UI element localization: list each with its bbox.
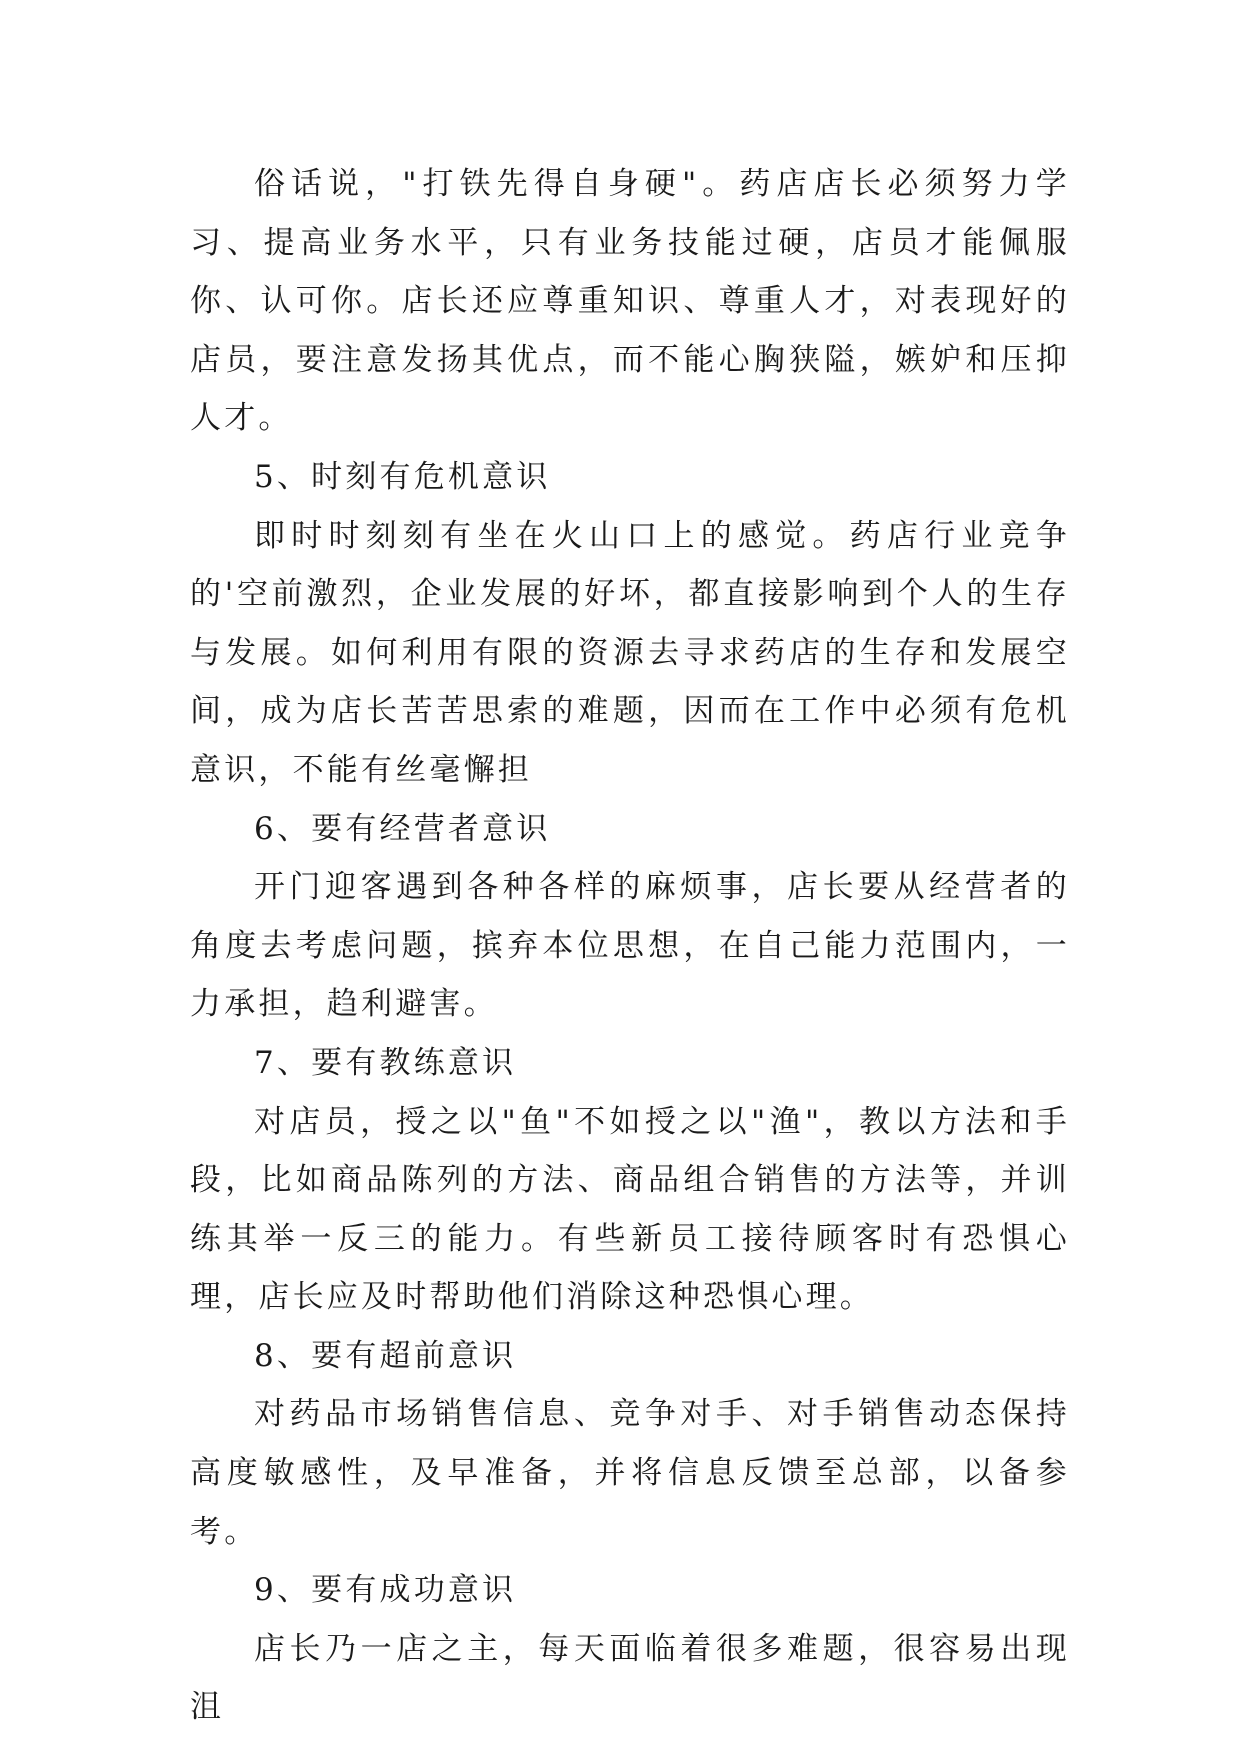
paragraph-success-awareness: 店长乃一店之主，每天面临着很多难题，很容易出现沮 [190, 1630, 1070, 1726]
document-body [190, 155, 1070, 1737]
paragraph-forward-awareness: 对药品市场销售信息、竞争对手、对手销售动态保持高度敏感性，及早准备，并将信息反馈至总部，以备参考。 [190, 1396, 1070, 1550]
section-heading-crisis-awareness: 5、时刻有危机意识 [254, 458, 551, 495]
paragraph-self-discipline: 俗话说，"打铁先得自身硬"。药店店长必须努力学习、提高业务水平，只有业务技能过硬，店员才能佩服你、认可你。店长还应尊重知识、尊重人才，对表现好的店员，要注意发扬其优点，而不能心胸狭隘，嫉妒和压抑人才。 [190, 166, 1070, 437]
section-heading-operator-awareness: 6、要有经营者意识 [254, 810, 551, 847]
paragraph-coach-awareness: 对店员，授之以"鱼"不如授之以"渔"，教以方法和手段，比如商品陈列的方法、商品组合销售的方法等，并训练其举一反三的能力。有些新员工接待顾客时有恐惧心理，店长应及时帮助他们消除这种恐惧心理。 [190, 1103, 1070, 1316]
section-heading-coach-awareness: 7、要有教练意识 [254, 1044, 517, 1081]
section-heading-forward-awareness: 8、要有超前意识 [254, 1337, 517, 1374]
section-heading-success-awareness: 9、要有成功意识 [254, 1572, 517, 1609]
paragraph-crisis-awareness: 即时时刻刻有坐在火山口上的感觉。药店行业竞争的'空前激烈，企业发展的好坏，都直接影响到个人的生存与发展。如何利用有限的资源去寻求药店的生存和发展空间，成为店长苦苦思索的难题，因而在工作中必须有危机意识，不能有丝毫懈担 [190, 517, 1070, 788]
paragraph-operator-awareness: 开门迎客遇到各种各样的麻烦事，店长要从经营者的角度去考虑问题，摈弃本位思想，在自己能力范围内，一力承担，趋利避害。 [190, 869, 1070, 1023]
